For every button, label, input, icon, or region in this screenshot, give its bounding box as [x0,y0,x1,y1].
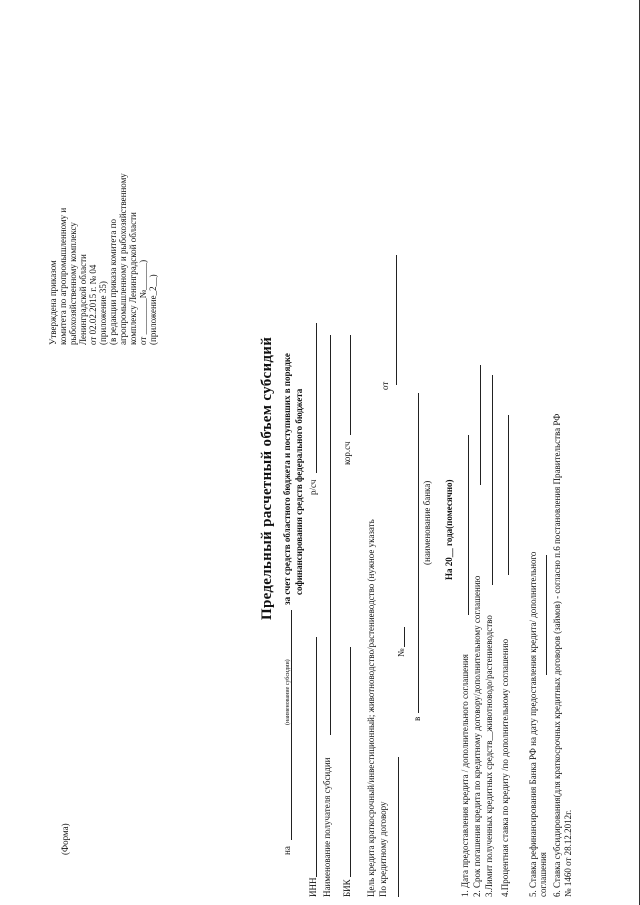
bank-name-line[interactable] [418,393,419,713]
bik-line[interactable] [350,647,351,877]
approval-line: от 02.02.2015 г. № 04 [88,264,98,345]
contract-number-sign: № [396,648,406,657]
subtitle-prefix: на [282,846,292,855]
contract-label: По кредитному договору [378,801,388,897]
inn-label: ИНН [308,877,318,897]
contract-date-line[interactable] [396,255,397,385]
approval-line: рыбохозяйственному комплексу [68,222,78,345]
korsch-label: кор.сч [342,441,352,465]
approval-line: (приложение_2__) [148,274,158,345]
approval-line: комплексу Ленинградской области [128,212,138,345]
subsidy-caption: (наименование субсидии) [285,659,291,725]
approval-line: от ________№______) [138,259,148,345]
item-3-line[interactable] [492,375,493,585]
approval-line: Ленинградской области [78,254,88,345]
approval-line: (приложение 35) [98,281,108,345]
subtitle-line-2: софинансирования средств федерального бюджета [294,388,304,595]
recipient-label: Наименование получателя субсидии [322,757,332,897]
approval-line: агропромышленному и рыбохозяйственному [118,173,128,345]
form-label: (Форма) [60,823,70,855]
item-6: 6. Ставка субсидирования(для краткосрочных кредитных договоров (займов) - согласно п.6 постановления Правительства РФ [552,413,562,897]
approval-line: комитета по агропромышленному и [58,207,68,345]
bank-prefix: в [412,716,422,721]
bik-label: БИК [342,879,352,897]
page-title: Предельный расчетный объем субсидий [259,336,275,620]
inn-line[interactable] [316,637,317,877]
bank-caption: (наименование банка) [422,480,432,565]
rs-line[interactable] [316,323,317,473]
item-2: 2. Срок погашения кредита по кредитному договору/дополнительному соглашению [472,575,482,897]
recipient-line[interactable] [330,335,331,735]
item-5: 5. Ставка рефинансирования Банка РФ на дату предоставления кредита/ дополнительного [528,551,538,897]
item-5-line[interactable] [546,555,547,675]
contract-date-label: от [380,381,390,390]
item-1: 1. Дата предоставления кредита / дополнительного соглашения [460,654,470,897]
approval-line: (в редакции приказа комитета по [108,219,118,345]
korsch-line[interactable] [350,335,351,435]
contract-number-line[interactable] [404,627,405,647]
contract-line[interactable] [398,757,399,897]
item-2-line[interactable] [480,365,481,485]
subsidy-name-line [291,610,292,840]
approval-line: Утверждена приказом [48,260,58,345]
item-4: 4.Процентная ставка по кредиту /по дополнительному соглашению [500,638,510,897]
period-label: На 20__ года(помесячно) [444,479,454,580]
item-6-continuation: № 1460 от 28.12.2012г. [563,809,573,897]
rs-label: р/сч [308,479,318,495]
item-3: 3.Лимит полученных кредитных средств__животноводо/растениеводство [484,615,494,897]
subtitle-line-1: за счет средств областного бюджета и поступивших в порядке [282,353,292,605]
purpose-label: Цель кредита краткосрочный/инвестиционный; животноводство/растениеводство (нужное указать [366,519,376,897]
item-4-line[interactable] [508,415,509,575]
item-5-continuation: соглашения [538,852,548,897]
item-1-line[interactable] [468,435,469,615]
